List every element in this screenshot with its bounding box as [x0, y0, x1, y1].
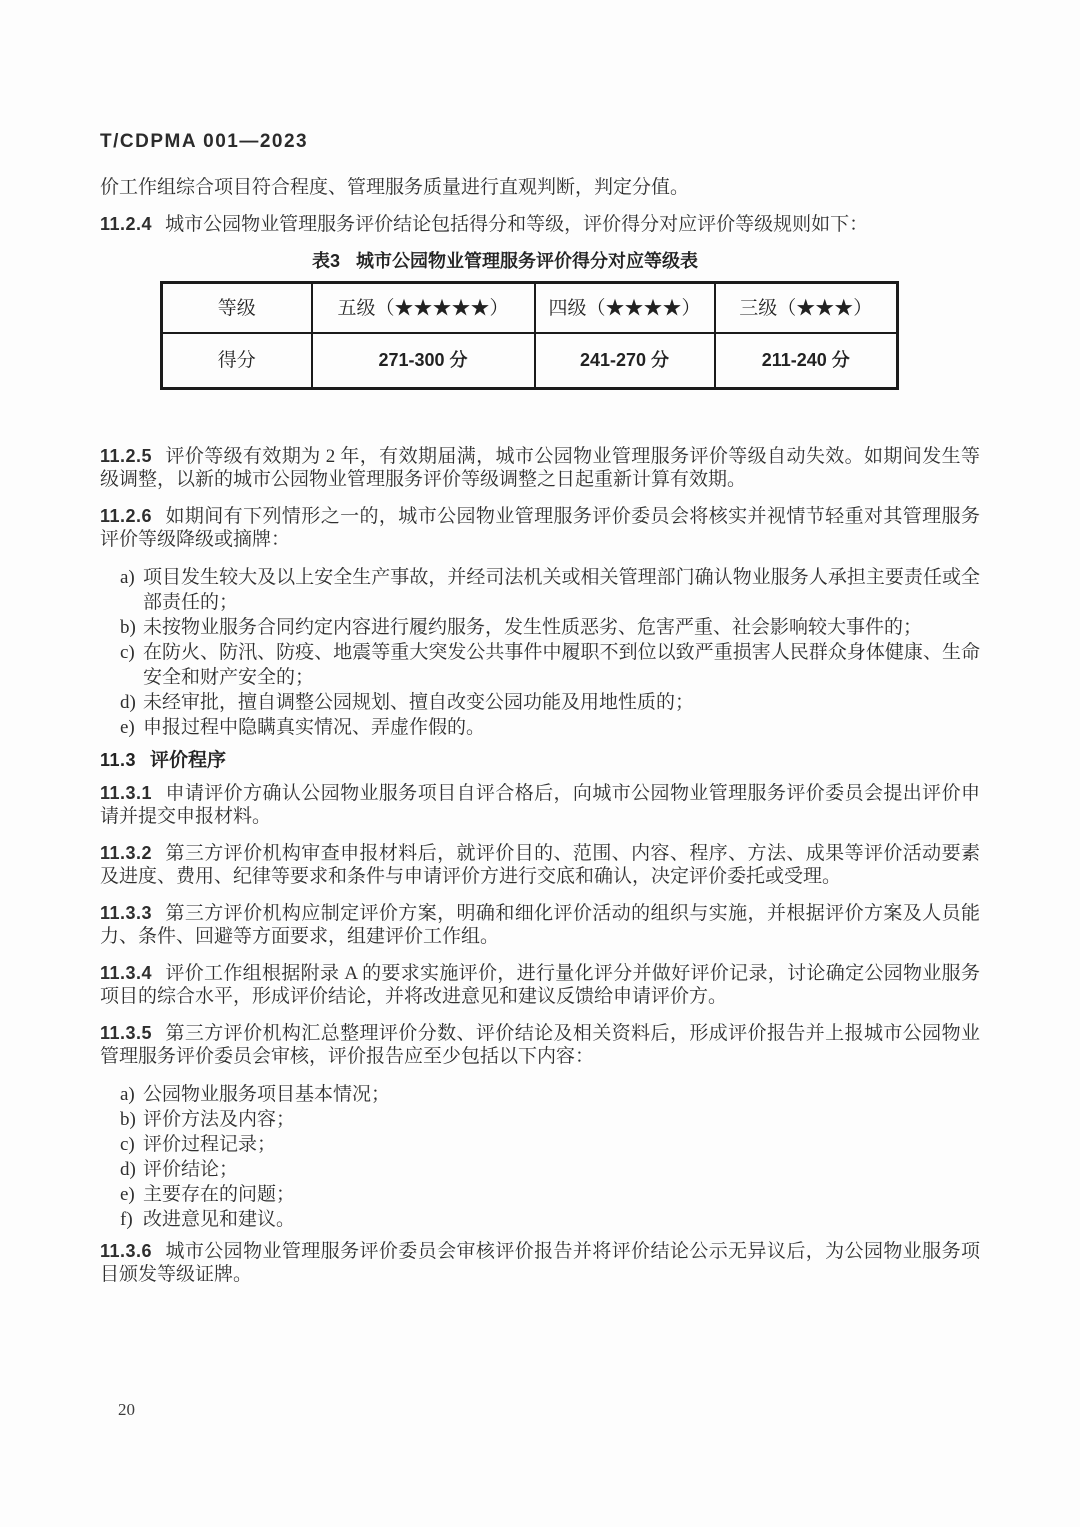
doc-code-header: T/CDPMA 001—2023: [100, 131, 309, 152]
table-row-grade: [162, 283, 898, 334]
clause-text: 城市公园物业管理服务评价委员会审核评价报告并将评价结论公示无异议后，为公园物业服务项目颁发等级证牌。: [100, 1241, 980, 1285]
list-item-text: 评价方法及内容；: [143, 1109, 296, 1130]
clause-text: 城市公园物业管理服务评价结论包括得分和等级，评价得分对应评价等级规则如下：: [165, 214, 869, 235]
table-cell-score-header: 得分: [162, 333, 312, 389]
list-item-label: b): [120, 1109, 136, 1130]
list-item-label: a): [120, 1084, 135, 1105]
report-contents-list: [100, 1082, 980, 1232]
clause-number: 11.3.5: [100, 1023, 153, 1043]
table-cell-level-5: 五级（★★★★★）: [312, 283, 535, 334]
grade-score-table: [160, 281, 899, 390]
list-item: [100, 640, 980, 690]
list-item: [100, 690, 980, 715]
table-cell-score-4: 241-270 分: [535, 333, 715, 389]
page-number: 20: [118, 1400, 135, 1419]
table-cell-level-3: 三级（★★★）: [715, 283, 898, 334]
list-item-label: e): [120, 717, 135, 738]
clause-11-3-5: [100, 1022, 980, 1068]
list-item-label: d): [120, 1159, 136, 1180]
table-row-score: [162, 333, 898, 389]
clause-text: 评价等级有效期为 2 年，有效期届满，城市公园物业管理服务评价等级自动失效。如期间发生等级调整，以新的城市公园物业管理服务评价等级调整之日起重新计算有效期。: [100, 446, 980, 490]
list-item-label: e): [120, 1184, 135, 1205]
list-item-text: 申报过程中隐瞒真实情况、弄虚作假的。: [143, 717, 486, 738]
list-item-text: 公园物业服务项目基本情况；: [143, 1084, 391, 1105]
list-item-label: f): [120, 1209, 133, 1230]
clause-text: 如期间有下列情形之一的，城市公园物业管理服务评价委员会将核实并视情节轻重对其管理服务评价等级降级或摘牌：: [100, 506, 980, 550]
clause-text: 第三方评价机构汇总整理评价分数、评价结论及相关资料后，形成评价报告并上报城市公园物业管理服务评价委员会审核，评价报告应至少包括以下内容：: [100, 1023, 980, 1067]
clause-number: 11.3.2: [100, 843, 153, 863]
list-item: [100, 1107, 980, 1132]
clause-number: 11.3.1: [100, 783, 153, 803]
list-item-text: 主要存在的问题；: [143, 1184, 296, 1205]
clause-11-3-3: [100, 902, 980, 948]
clause-text: 申请评价方确认公园物业服务项目自评合格后，向城市公园物业管理服务评价委员会提出评价申请并提交申报材料。: [100, 783, 980, 827]
list-item: [100, 1207, 980, 1232]
list-item: [100, 715, 980, 740]
list-item-text: 在防火、防汛、防疫、地震等重大突发公共事件中履职不到位以致严重损害人民群众身体健康、生命安全和财产安全的；: [143, 642, 980, 688]
list-item-label: b): [120, 617, 136, 638]
list-item: [100, 1132, 980, 1157]
clause-11-3-6: [100, 1240, 980, 1286]
clause-number: 11.2.5: [100, 446, 153, 466]
table3-caption-label: 表3: [312, 251, 341, 271]
list-item: [100, 615, 980, 640]
clause-number: 11.3.6: [100, 1241, 153, 1261]
clause-11-2-4: [100, 213, 980, 236]
list-item-text: 改进意见和建议。: [143, 1209, 296, 1230]
table-cell-score-3: 211-240 分: [715, 333, 898, 389]
section-heading-11-3: [100, 748, 980, 773]
clause-text: 评价工作组根据附录 A 的要求实施评价，进行量化评分并做好评价记录，讨论确定公园物业服务项目的综合水平，形成评价结论，并将改进意见和建议反馈给申请评价方。: [100, 963, 980, 1007]
list-item-text: 项目发生较大及以上安全生产事故，并经司法机关或相关管理部门确认物业服务人承担主要责任或全部责任的；: [143, 567, 980, 613]
clause-text: 第三方评价机构审查申报材料后，就评价目的、范围、内容、程序、方法、成果等评价活动要素及进度、费用、纪律等要求和条件与申请评价方进行交底和确认，决定评价委托或受理。: [100, 843, 980, 887]
list-item-label: d): [120, 692, 136, 713]
clause-number: 11.3.3: [100, 903, 153, 923]
clause-number: 11.2.6: [100, 506, 153, 526]
paragraph-continuation: [100, 176, 980, 199]
list-item-label: a): [120, 567, 135, 588]
section-number: 11.3: [100, 750, 137, 770]
list-item: [100, 1157, 980, 1182]
list-item-text: 未经审批，擅自调整公园规划、擅自改变公园功能及用地性质的；: [143, 692, 695, 713]
paragraph-text: 价工作组综合项目符合程度、管理服务质量进行直观判断，判定分值。: [100, 177, 690, 198]
list-item-label: c): [120, 642, 135, 663]
clause-11-3-2: [100, 842, 980, 888]
downgrade-conditions-list: [100, 565, 980, 740]
clause-11-3-1: [100, 782, 980, 828]
table-cell-score-5: 271-300 分: [312, 333, 535, 389]
clause-11-3-4: [100, 962, 980, 1008]
list-item: [100, 1182, 980, 1207]
list-item-text: 评价过程记录；: [143, 1134, 277, 1155]
list-item-text: 评价结论；: [143, 1159, 239, 1180]
list-item-label: c): [120, 1134, 135, 1155]
table3-caption: [312, 250, 698, 273]
list-item: [100, 565, 980, 615]
section-title: 评价程序: [150, 750, 227, 771]
list-item: [100, 1082, 980, 1107]
clause-11-2-6: [100, 505, 980, 551]
clause-number: 11.2.4: [100, 214, 153, 234]
table-cell-grade-header: 等级: [162, 283, 312, 334]
clause-number: 11.3.4: [100, 963, 153, 983]
clause-text: 第三方评价机构应制定评价方案，明确和细化评价活动的组织与实施，并根据评价方案及人员能力、条件、回避等方面要求，组建评价工作组。: [100, 903, 980, 947]
table3-caption-title: 城市公园物业管理服务评价得分对应等级表: [356, 251, 699, 271]
table-cell-level-4: 四级（★★★★）: [535, 283, 715, 334]
clause-11-2-5: [100, 445, 980, 491]
list-item-text: 未按物业服务合同约定内容进行履约服务，发生性质恶劣、危害严重、社会影响较大事件的；: [143, 617, 923, 638]
